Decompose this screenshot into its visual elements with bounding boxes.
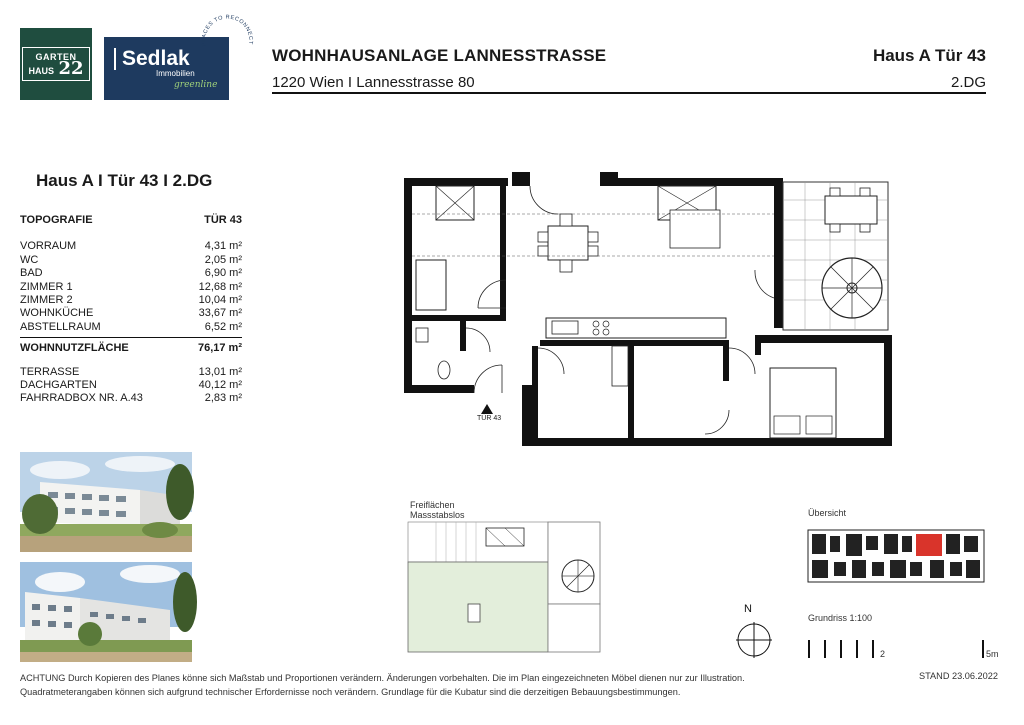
header-divider <box>272 92 986 94</box>
floor-plan <box>400 170 895 455</box>
gartenhaus-logo-number: 22 <box>58 58 84 79</box>
places-to-reconnect-badge <box>196 12 256 72</box>
north-arrow-icon <box>734 600 774 662</box>
total-row <box>20 337 242 355</box>
room-label: VORRAUM <box>20 240 77 253</box>
disclaimer-line2: Quadratmeterangaben können sich aufgrund technischer Erfordernisse noch verändern. Grundlage für die Kubatur sind die derzeitigen Bebauungsbestimmungen. <box>20 687 681 697</box>
room-area: 4,31 m² <box>204 240 242 253</box>
scale-mid-label: 2 <box>880 649 886 659</box>
entry-label: TÜR 43 <box>477 415 502 422</box>
floor-header: 2.DG <box>950 74 986 91</box>
room-label: WC <box>20 253 39 266</box>
room-label: BAD <box>20 267 43 280</box>
room-area: 6,52 m² <box>204 320 242 333</box>
room-area: 33,67 m² <box>198 307 242 320</box>
room-area: 12,68 m² <box>198 280 242 293</box>
room-label: ZIMMER 2 <box>20 294 73 307</box>
building-overview-map <box>806 524 986 588</box>
extra-area: 40,12 m² <box>198 379 242 392</box>
extra-label: FAHRRADBOX NR. A.43 <box>20 392 143 405</box>
north-label: N <box>744 603 752 615</box>
building-rendering-2 <box>20 562 192 662</box>
unit-title: Haus A I Tür 43 I 2.DG <box>36 171 213 190</box>
total-area: 76,17 m² <box>197 342 242 355</box>
sedlak-logo-name: Sedlak <box>114 48 229 70</box>
unit-header: Haus A Tür 43 <box>872 46 986 65</box>
disclaimer-line1: ACHTUNG Durch Kopieren des Planes könne sich Maßstab und Proportionen verändern. Änderungen vorbehalten. Die im Plan eingezeichneten Möbel dienen nur zur Illustration. <box>20 673 745 683</box>
table-row <box>20 307 242 320</box>
table-row <box>20 366 242 379</box>
overview-label: Übersicht <box>808 508 847 518</box>
room-area: 6,90 m² <box>204 267 242 280</box>
room-label: ABSTELLRAUM <box>20 320 101 333</box>
freiflaechen-subtitle: Massstabslos <box>410 510 465 520</box>
room-area: 10,04 m² <box>198 294 242 307</box>
extra-label: DACHGARTEN <box>20 379 97 392</box>
extra-area: 13,01 m² <box>198 365 242 378</box>
table-row <box>20 267 242 280</box>
table-row <box>20 240 242 253</box>
area-table <box>20 214 242 406</box>
scale-label: Grundriss 1:100 <box>808 613 873 623</box>
table-header-label: TOPOGRAFIE <box>20 214 93 226</box>
freiflaechen-title: Freiflächen <box>410 500 455 510</box>
sedlak-logo-tagline: greenline <box>174 79 218 90</box>
extra-label: TERRASSE <box>20 365 80 378</box>
table-row <box>20 294 242 307</box>
room-area: 2,05 m² <box>204 253 242 266</box>
scale-end-label: 5m <box>986 649 999 659</box>
sedlak-logo-sub: Immobilien <box>156 68 195 78</box>
table-row <box>20 379 242 392</box>
outdoor-area-plan <box>406 520 616 655</box>
building-rendering-1 <box>20 452 192 552</box>
table-row <box>20 321 242 334</box>
room-label: WOHNKÜCHE <box>20 307 94 320</box>
badge-text: PLACES TO RECONNECT <box>201 14 254 47</box>
gartenhaus-logo-line2: HAUS <box>28 66 54 76</box>
disclaimer <box>20 671 860 699</box>
gartenhaus-logo <box>20 28 92 100</box>
extra-area: 2,83 m² <box>204 392 242 405</box>
table-row <box>20 392 242 405</box>
total-label: WOHNNUTZFLÄCHE <box>20 342 129 355</box>
table-row <box>20 281 242 294</box>
scale-bar <box>806 636 999 662</box>
gartenhaus-logo-line1: GARTEN <box>35 52 77 62</box>
table-header-row <box>20 214 242 227</box>
svg-text:PLACES TO RECONNECT <box>201 14 253 46</box>
project-address: 1220 Wien I Lannesstrasse 80 <box>272 74 475 91</box>
table-row <box>20 254 242 267</box>
freiflaechen-label <box>410 500 465 520</box>
project-title: WOHNHAUSANLAGE LANNESSTRASSE <box>272 46 607 65</box>
plan-date: STAND 23.06.2022 <box>919 671 998 681</box>
table-header-value: TÜR 43 <box>204 214 242 226</box>
room-label: ZIMMER 1 <box>20 280 73 293</box>
